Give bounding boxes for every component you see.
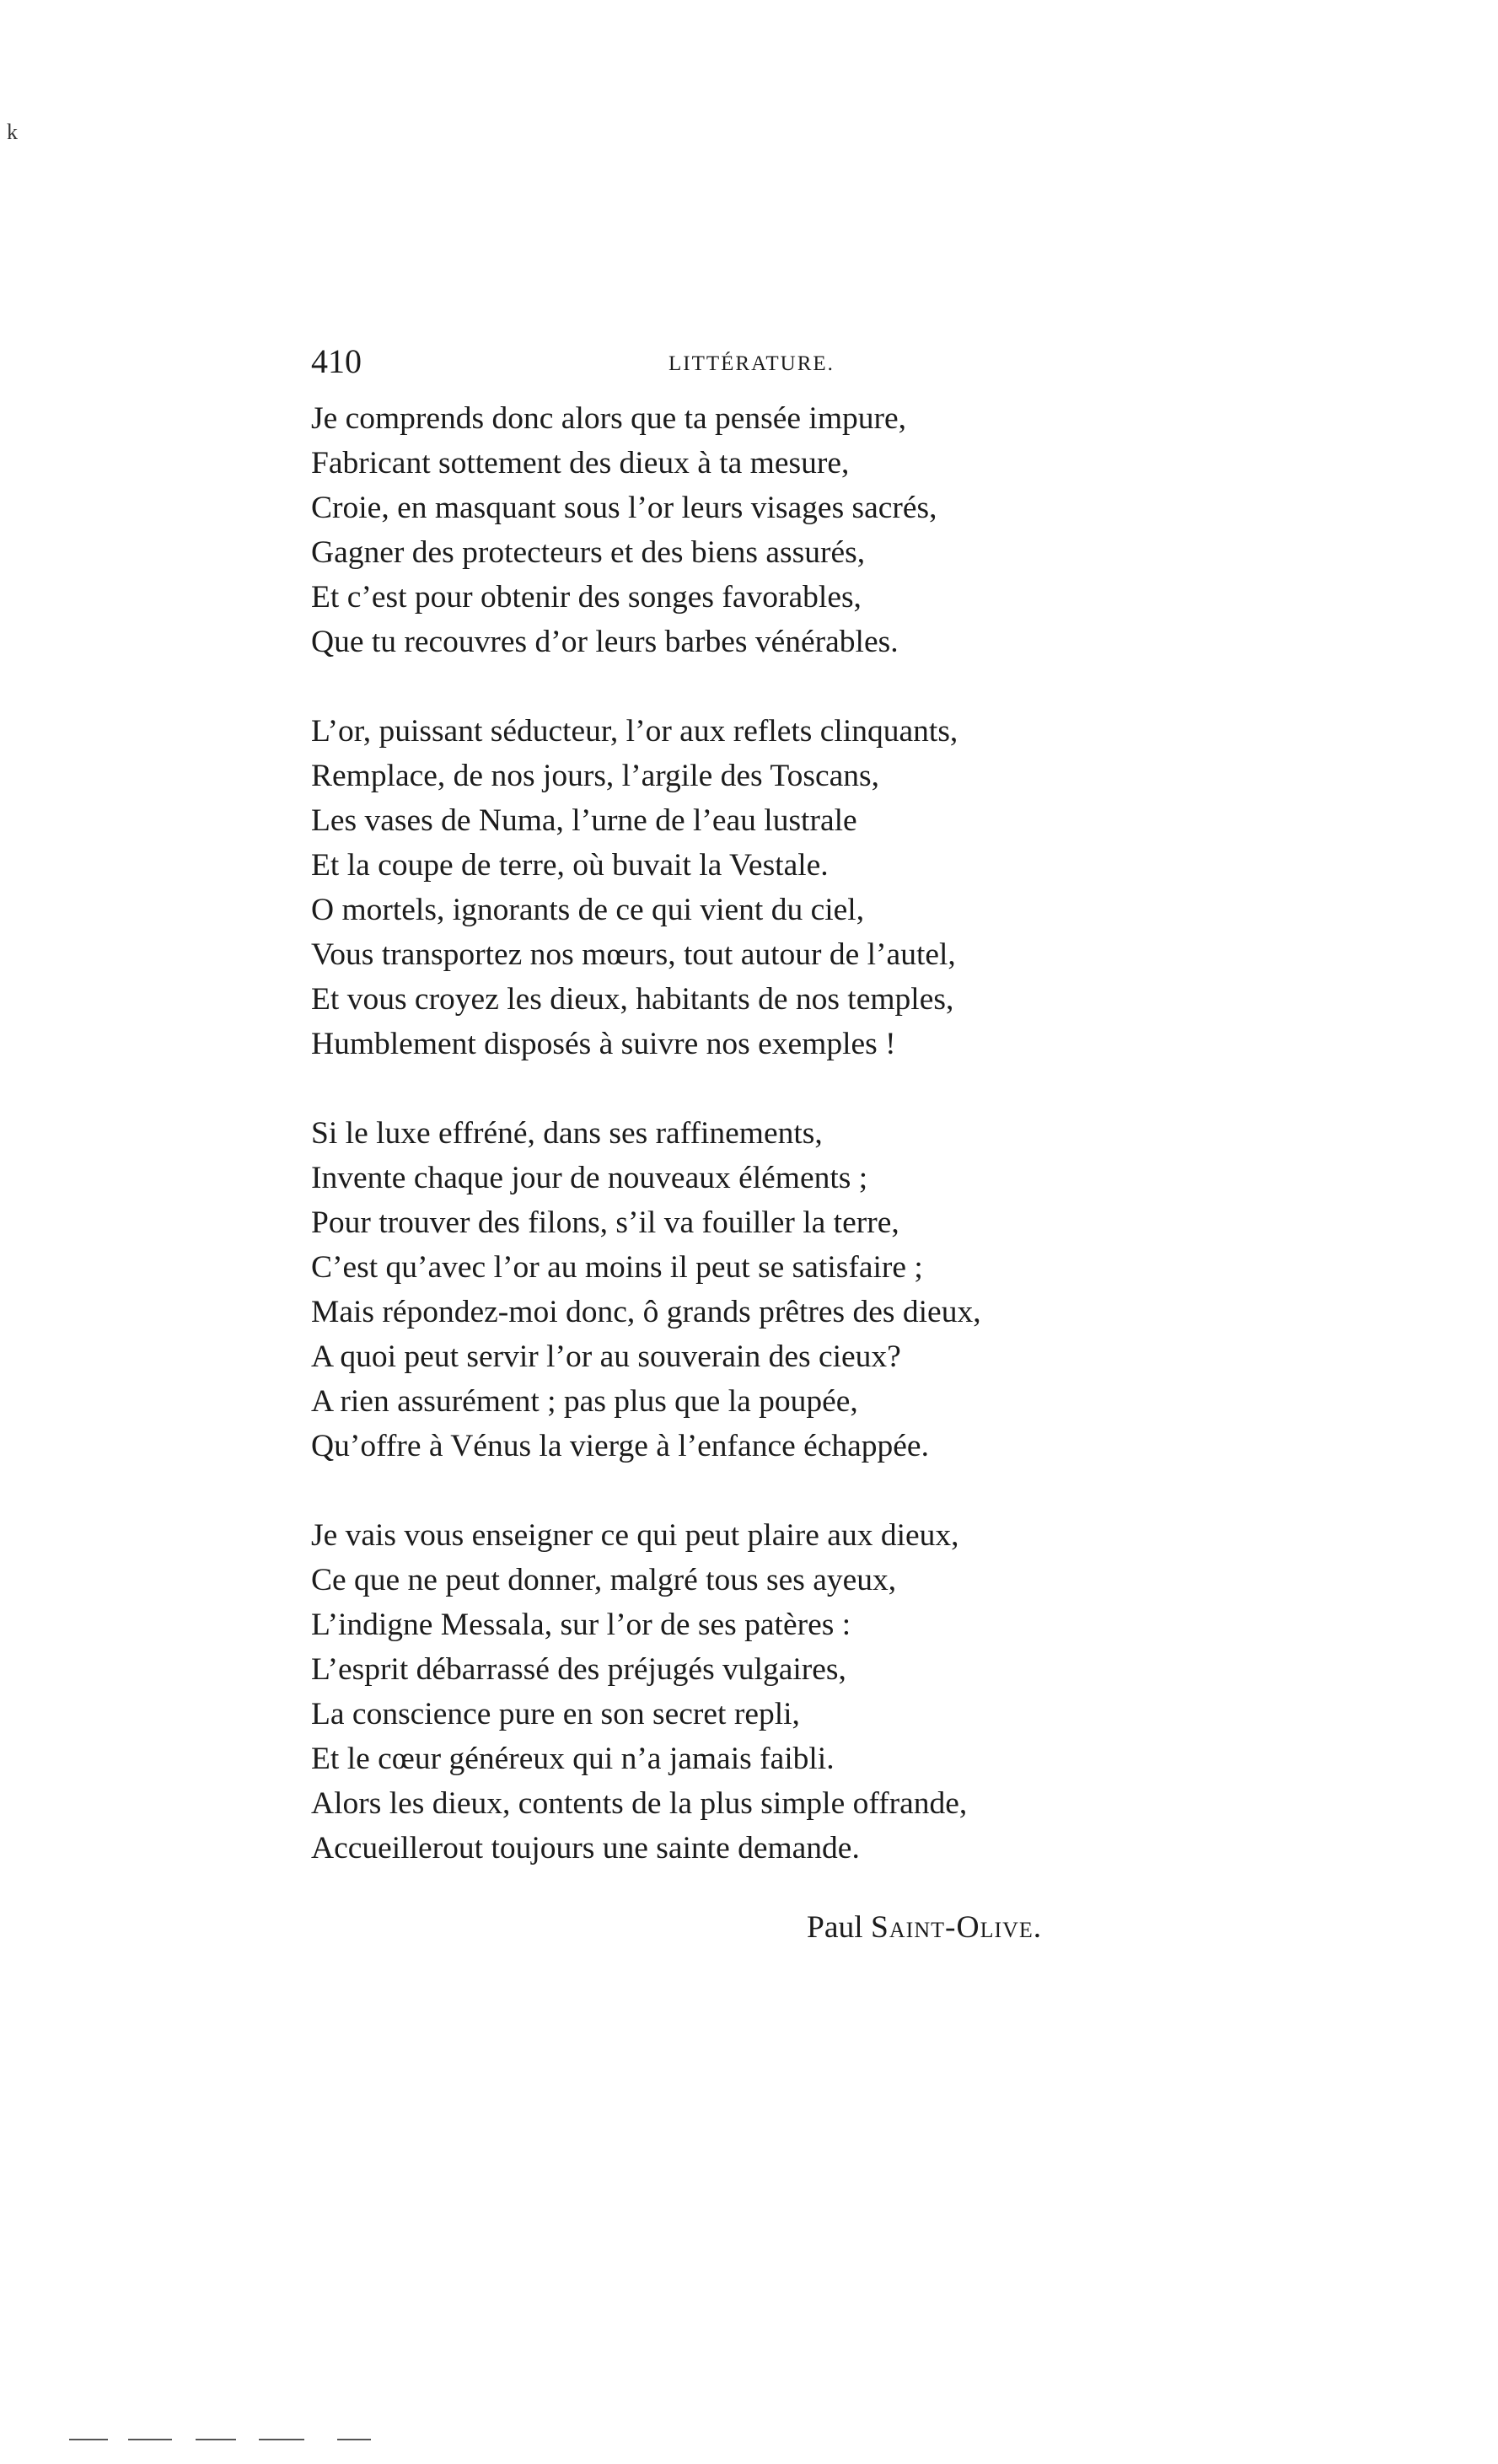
author-family-name: Saint-Olive. [871,1910,1043,1945]
scan-dash [69,2439,108,2440]
poem-line: Je vais vous enseigner ce qui peut plaire aux dieux, [311,1518,959,1553]
poem-line: La conscience pure en son secret repli, [311,1697,800,1731]
poem-line: Alors les dieux, contents de la plus simple offrande, [311,1786,968,1821]
stanza-3 [311,1111,1188,1468]
poem-line: Et c’est pour obtenir des songes favorables, [311,580,862,615]
poem-line: O mortels, ignorants de ce qui vient du ciel, [311,893,865,927]
poem-line: Et la coupe de terre, où buvait la Vestale. [311,848,829,883]
poem-line: Les vases de Numa, l’urne de l’eau lustrale [311,803,857,838]
author-signature [807,1907,1042,1949]
poem-line: L’esprit débarrassé des préjugés vulgaires, [311,1652,846,1687]
page-number: 410 [311,342,362,380]
poem-line: A quoi peut servir l’or au souverain des cieux? [311,1339,901,1374]
poem-line: Qu’offre à Vénus la vierge à l’enfance échappée. [311,1429,929,1463]
poem-line: C’est qu’avec l’or au moins il peut se satisfaire ; [311,1250,923,1285]
poem-line: Vous transportez nos mœurs, tout autour de l’autel, [311,937,956,972]
stanza-4 [311,1513,1188,1871]
footer-scan-marks [69,2439,389,2442]
stray-mark: k [7,120,18,144]
poem-line: Et le cœur généreux qui n’a jamais faibli. [311,1742,835,1776]
poem-line: Si le luxe effréné, dans ses raffinements, [311,1116,823,1151]
poem-line: Que tu recouvres d’or leurs barbes vénérables. [311,625,899,659]
running-title: LITTÉRATURE. [668,352,835,375]
poem-line: Accueillerout toujours une sainte demande. [311,1831,860,1865]
poem-line: Et vous croyez les dieux, habitants de nos temples, [311,982,954,1017]
stanza-1 [311,396,1188,664]
poem-line: Je comprends donc alors que ta pensée impure, [311,401,907,436]
poem-line: Humblement disposés à suivre nos exemples ! [311,1027,896,1061]
poem-line: L’or, puissant séducteur, l’or aux reflets clinquants, [311,714,958,749]
poem [311,396,1188,1915]
poem-line: Fabricant sottement des dieux à ta mesure, [311,446,850,480]
poem-line: Pour trouver des filons, s’il va fouiller la terre, [311,1205,899,1240]
poem-line: Croie, en masquant sous l’or leurs visages sacrés, [311,491,937,525]
poem-line: Mais répondez-moi donc, ô grands prêtres des dieux, [311,1295,981,1329]
author-given-name: Paul [807,1910,863,1945]
poem-line: Remplace, de nos jours, l’argile des Toscans, [311,759,879,793]
scan-dash [259,2439,304,2440]
page-header [311,341,1164,383]
poem-line: Ce que ne peut donner, malgré tous ses ayeux, [311,1563,897,1597]
stanza-2 [311,709,1188,1066]
scan-dash [196,2439,236,2440]
poem-line: A rien assurément ; pas plus que la poupée, [311,1384,858,1419]
poem-line: Gagner des protecteurs et des biens assurés, [311,535,866,570]
poem-line: Invente chaque jour de nouveaux éléments ; [311,1161,868,1195]
scan-dash [337,2439,371,2440]
scan-dash [128,2439,172,2440]
poem-line: L’indigne Messala, sur l’or de ses patères : [311,1608,851,1642]
